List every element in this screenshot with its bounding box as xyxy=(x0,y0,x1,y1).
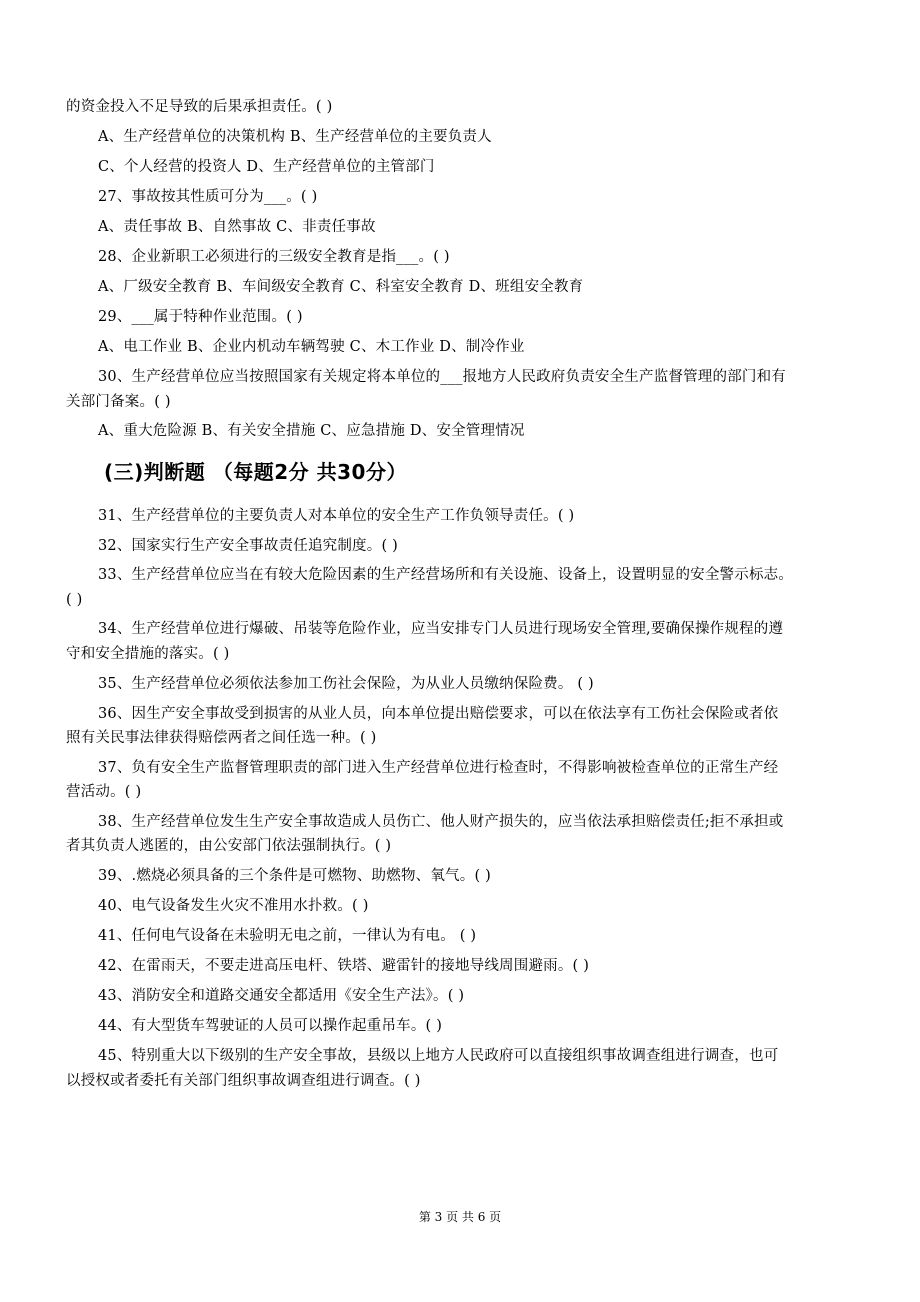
q39: 39、.燃烧必须具备的三个条件是可燃物、助燃物、氧气。( ) xyxy=(98,868,491,884)
q33-line1: 33、生产经营单位应当在有较大危险因素的生产经营场所和有关设施、设备上，设置明显的安全警示标志。 xyxy=(98,567,794,583)
q36-line1: 36、因生产安全事故受到损害的从业人员，向本单位提出赔偿要求，可以在依法享有工伤社会保险或者依 xyxy=(98,706,779,722)
q42: 42、在雷雨天，不要走进高压电杆、铁塔、避雷针的接地导线周围避雨。( ) xyxy=(98,958,590,974)
page-number-footer: 第 3 页 共 6 页 xyxy=(418,1210,502,1224)
q31: 31、生产经营单位的主要负责人对本单位的安全生产工作负领导责任。( ) xyxy=(98,508,575,524)
q38-line2: 者其负责人逃匿的，由公安部门依法强制执行。( ) xyxy=(66,838,392,854)
q26-options-ab: A、生产经营单位的决策机构 B、生产经营单位的主要负责人 xyxy=(98,129,492,145)
q45-line1: 45、特别重大以下级别的生产安全事故，县级以上地方人民政府可以直接组织事故调查组进行调查，也可 xyxy=(98,1048,779,1064)
q40: 40、电气设备发生火灾不准用水扑救。( ) xyxy=(98,898,369,914)
q28-options: A、厂级安全教育 B、车间级安全教育 C、科室安全教育 D、班组安全教育 xyxy=(98,279,584,295)
q37-line1: 37、负有安全生产监督管理职责的部门进入生产经营单位进行检查时，不得影响被检查单位的正常生产经 xyxy=(98,760,779,776)
q28-stem: 28、企业新职工必须进行的三级安全教育是指___。( ) xyxy=(98,249,450,265)
q44: 44、有大型货车驾驶证的人员可以操作起重吊车。( ) xyxy=(98,1018,443,1034)
q26-options-cd: C、个人经营的投资人 D、生产经营单位的主管部门 xyxy=(98,159,435,175)
q43: 43、消防安全和道路交通安全都适用《安全生产法》。( ) xyxy=(98,988,465,1004)
q34-line1: 34、生产经营单位进行爆破、吊装等危险作业，应当安排专门人员进行现场安全管理,要确保操作规程的遵 xyxy=(98,621,784,637)
q41: 41、任何电气设备在未验明无电之前，一律认为有电。 ( ) xyxy=(98,928,477,944)
q36-line2: 照有关民事法律获得赔偿两者之间任选一种。( ) xyxy=(66,730,377,746)
q30-options: A、重大危险源 B、有关安全措施 C、应急措施 D、安全管理情况 xyxy=(98,423,525,439)
q29-options: A、电工作业 B、企业内机动车辆驾驶 C、木工作业 D、制冷作业 xyxy=(98,339,525,355)
q45-line2: 以授权或者委托有关部门组织事故调查组进行调查。( ) xyxy=(66,1073,421,1089)
q37-line2: 营活动。( ) xyxy=(66,784,142,800)
q32: 32、国家实行生产安全事故责任追究制度。( ) xyxy=(98,538,398,554)
q29-stem: 29、___属于特种作业范围。( ) xyxy=(98,309,303,325)
q34-line2: 守和安全措施的落实。( ) xyxy=(66,646,230,662)
q35: 35、生产经营单位必须依法参加工伤社会保险，为从业人员缴纳保险费。 ( ) xyxy=(98,676,594,692)
q38-line1: 38、生产经营单位发生生产安全事故造成人员伤亡、他人财产损失的，应当依法承担赔偿责任;拒不承担或 xyxy=(98,814,784,830)
section-heading-judgement: (三)判断题 （每题2分 共30分） xyxy=(104,460,407,484)
q30-stem-line2: 关部门备案。( ) xyxy=(66,394,171,410)
q30-stem-line1: 30、生产经营单位应当按照国家有关规定将本单位的___报地方人民政府负责安全生产监督管理的部门和有 xyxy=(98,369,786,385)
q26-continuation: 的资金投入不足导致的后果承担责任。( ) xyxy=(66,99,333,115)
q27-options: A、责任事故 B、自然事故 C、非责任事故 xyxy=(98,219,376,235)
q33-line2: ( ) xyxy=(66,592,83,608)
q27-stem: 27、事故按其性质可分为___。( ) xyxy=(98,189,318,205)
